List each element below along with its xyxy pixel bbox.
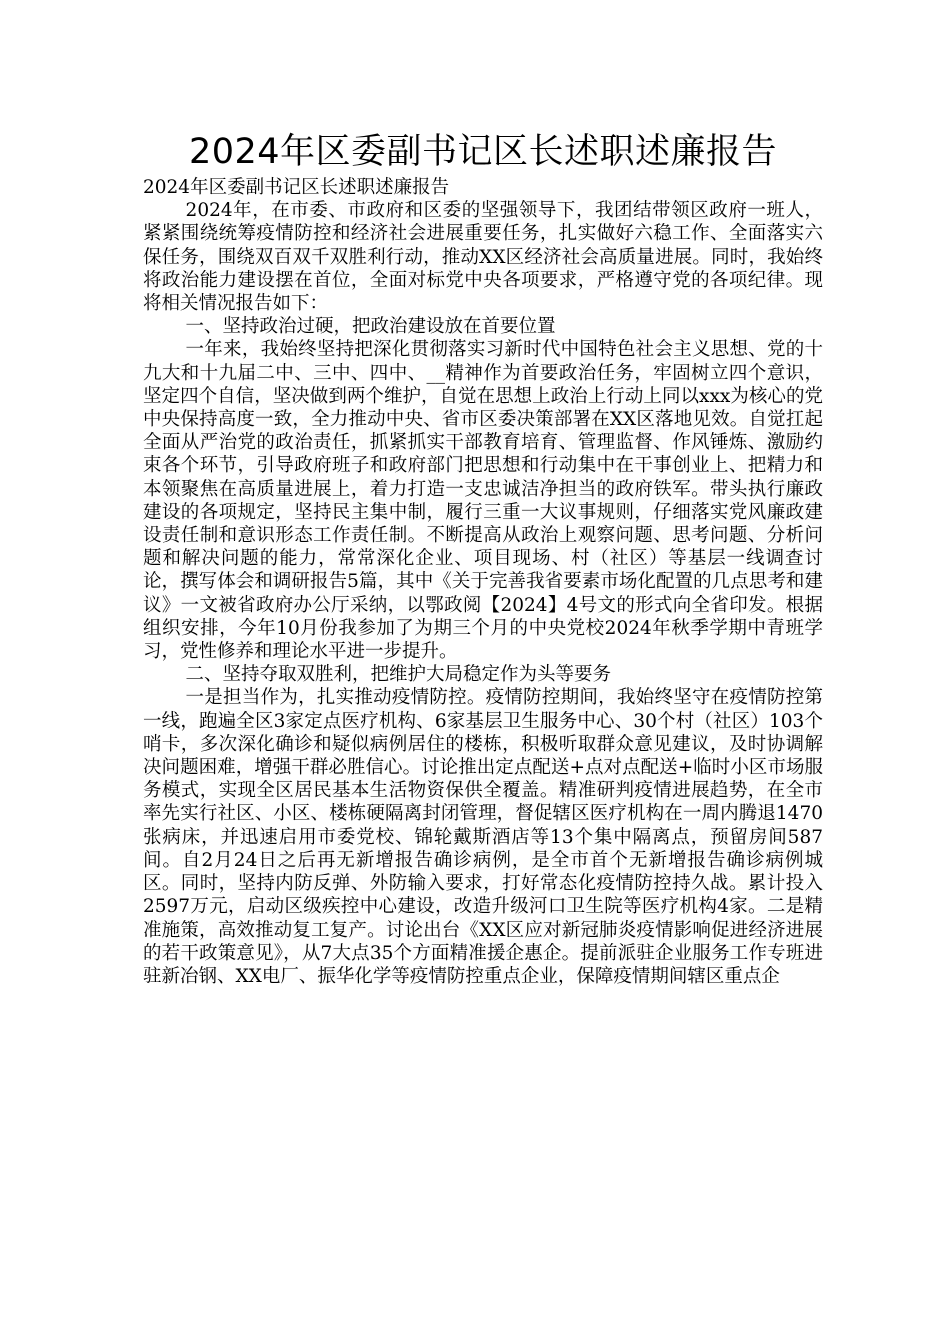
document-page [143, 128, 823, 988]
section-heading-2: 二、坚持夺取双胜利，把维护大局稳定作为头等要务 [185, 664, 612, 686]
section-heading-1: 一、坚持政治过硬，把政治建设放在首要位置 [185, 316, 556, 338]
document-subtitle: 2024年区委副书记区长述职述廉报告 [143, 177, 450, 198]
paragraph-section-2: 一是担当作为，扎实推动疫情防控。疫情防控期间，我始终坚守在疫情防控第一线，跑遍全区3家定点医疗机构、6家基层卫生服务中心、30个村（社区）103个哨卡，多次深化确诊和疑似病例居住的楼栋，积极听取群众意见建议，及时协调解决问题困难，增强干群必胜信心。讨论推出定点配送+点对点配送+临时小区市场服务模式，实现全区居民基本生活物资保供全覆盖。精准研判疫情进展趋势，在全市率先实行社区、小区、楼栋硬隔离封闭管理，督促辖区医疗机构在一周内腾退1470张病床，并迅速启用市委党校、锦轮戴斯酒店等13个集中隔离点，预留房间587间。自2月24日之后再无新增报告确诊病例，是全市首个无新增报告确诊病例城区。同时，坚持内防反弹、外防输入要求，打好常态化疫情防控持久战。累计投入2597万元，启动区级疾控中心建设，改造升级河口卫生院等医疗机构4家。二是精准施策，高效推动复工复产。讨论出台《XX区应对新冠肺炎疫情影响促进经济进展的若干政策意见》，从7大点35个方面精准援企惠企。提前派驻企业服务工作专班进驻新冶钢、XX电厂、振华化学等疫情防控重点企业，保障疫情期间辖区重点企 [143, 687, 823, 987]
paragraph-section-1: 一年来，我始终坚持把深化贯彻落实习新时代中国特色社会主义思想、党的十九大和十九届二中、三中、四中、__精神作为首要政治任务，牢固树立四个意识，坚定四个自信，坚决做到两个维护，自觉在思想上政治上行动上同以xxx为核心的党中央保持高度一致，全力推动中央、省市区委决策部署在XX区落地见效。自觉扛起全面从严治党的政治责任，抓紧抓实干部教育培育、管理监督、作风锤炼、激励约束各个环节，引导政府班子和政府部门把思想和行动集中在干事创业上、把精力和本领聚焦在高质量进展上，着力打造一支忠诚洁净担当的政府铁军。带头执行廉政建设的各项规定，坚持民主集中制，履行三重一大议事规则，仔细落实党风廉政建设责任制和意识形态工作责任制。不断提高从政治上观察问题、思考问题、分析问题和解决问题的能力，常常深化企业、项目现场、村（社区）等基层一线调查讨论，撰写体会和调研报告5篇，其中《关于完善我省要素市场化配置的几点思考和建议》一文被省政府办公厅采纳，以鄂政阅【2024】4号文的形式向全省印发。根据组织安排，今年10月份我参加了为期三个月的中央党校2024年秋季学期中青班学习，党性修养和理论水平进一步提升。 [143, 339, 823, 663]
paragraph-intro: 2024年，在市委、市政府和区委的坚强领导下，我团结带领区政府一班人，紧紧围绕统筹疫情防控和经济社会进展重要任务，扎实做好六稳工作、全面落实六保任务，围绕双百双千双胜利行动，推动XX区经济社会高质量进展。同时，我始终将政治能力建设摆在首位，全面对标党中央各项要求，严格遵守党的各项纪律。现将相关情况报告如下： [143, 200, 823, 315]
document-title: 2024年区委副书记区长述职述廉报告 [188, 132, 778, 172]
